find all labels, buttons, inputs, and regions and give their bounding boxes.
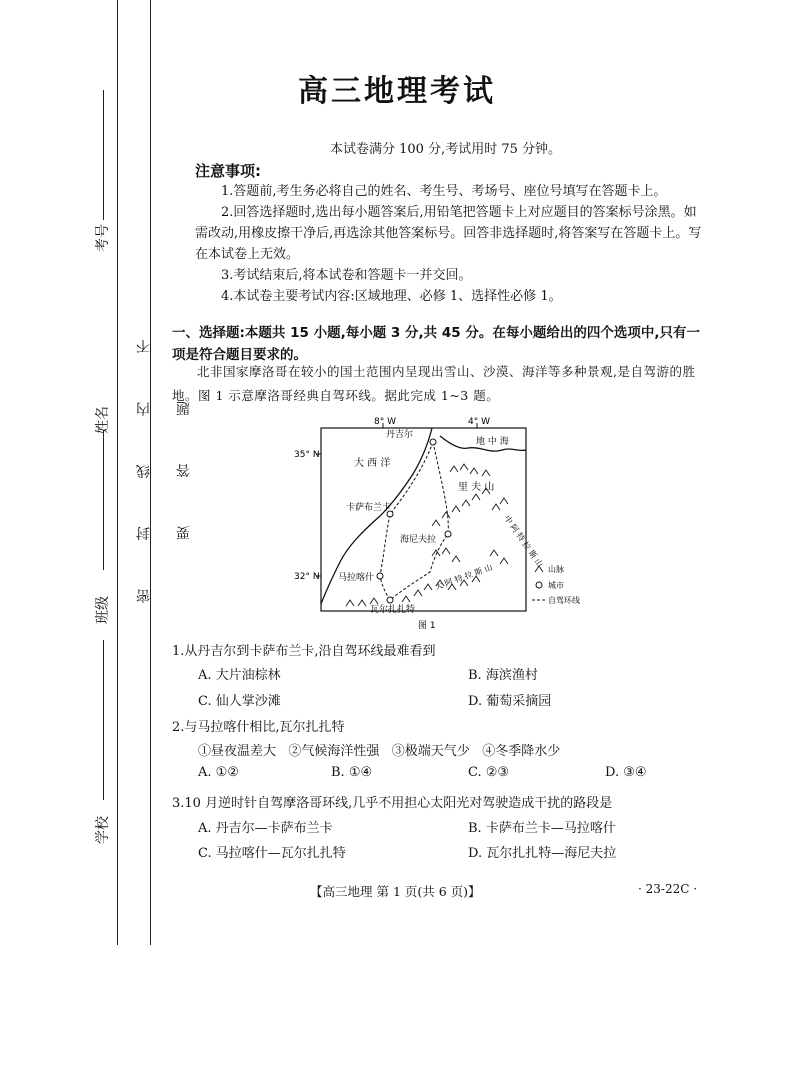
notice-item-4: 4.本试卷主要考试内容:区域地理、必修 1、选择性必修 1。 [221, 289, 562, 304]
label-tangier: 丹吉尔 [386, 430, 414, 440]
name-label: 姓名 [95, 406, 111, 434]
q3-option-c[interactable]: C. 马拉喀什—瓦尔扎扎特 [198, 846, 346, 861]
city-marrakech [377, 573, 383, 579]
map-caption: 图 1 [418, 621, 436, 631]
q2-option-c[interactable]: C. ②③ [468, 765, 510, 780]
legend-route: 自驾环线 [548, 596, 580, 605]
margin-line-outer [117, 0, 118, 945]
q3-stem: 3.10 月逆时针自驾摩洛哥环线,几乎不用担心太阳光对驾驶造成干扰的路段是 [172, 796, 613, 811]
legend-city: 城市 [548, 581, 564, 590]
notice-item-3: 3.考试结束后,将本试卷和答题卡一并交回。 [221, 268, 472, 283]
morocco-route-map [290, 414, 610, 634]
page-footer: 【高三地理 第 1 页(共 6 页)】 [310, 884, 481, 899]
q3-option-d[interactable]: D. 瓦尔扎扎特—海尼夫拉 [468, 846, 617, 861]
notice-item-1: 1.答题前,考生务必将自己的姓名、考生号、考场号、座位号填写在答题卡上。 [221, 184, 667, 199]
q2-option-b[interactable]: B. ①④ [331, 765, 373, 780]
label-marrakech: 马拉喀什 [338, 573, 375, 583]
q1-option-a[interactable]: A. 大片油棕林 [198, 668, 281, 683]
lon-label-4w: 4° W [468, 417, 490, 427]
school-label: 学校 [95, 816, 111, 844]
map-frame [321, 428, 526, 611]
lat-label-32n: 32° N [294, 572, 320, 582]
city-ouarzazate [387, 597, 393, 603]
city-khenifra [445, 531, 451, 537]
section-heading: 一、选择题:本题共 15 小题,每小题 3 分,共 45 分。在每小题给出的四个选项中,只有一项是符合题目要求的。 [172, 325, 700, 363]
city-tangier [430, 439, 436, 445]
label-middle-atlas: 中 阿 特 拉 斯 山 [502, 513, 545, 569]
label-mediterranean: 地 中 海 [476, 437, 509, 447]
q3-option-b[interactable]: B. 卡萨布兰卡—马拉喀什 [468, 821, 616, 836]
exam-no-label: 考号 [95, 224, 111, 252]
q3-option-a[interactable]: A. 丹吉尔—卡萨布兰卡 [198, 821, 333, 836]
seal-line-text: 密 封 线 内 不 要 答 题 [136, 317, 192, 603]
page-title: 高三地理考试 [298, 74, 496, 109]
label-khenifra: 海尼夫拉 [400, 535, 437, 545]
legend-mountain: 山脉 [548, 565, 564, 574]
label-casablanca: 卡萨布兰卡 [346, 503, 392, 513]
exam-subtitle: 本试卷满分 100 分,考试用时 75 分钟。 [330, 142, 562, 157]
label-atlantic: 大 西 洋 [354, 458, 391, 469]
class-underline [103, 640, 104, 800]
label-rif: 里 夫 山 [458, 482, 495, 493]
q2-stem: 2.与马拉喀什相比,瓦尔扎扎特 [172, 720, 345, 735]
notice-heading: 注意事项: [195, 162, 261, 180]
q1-option-b[interactable]: B. 海滨渔村 [468, 668, 538, 683]
q1-stem: 1.从丹吉尔到卡萨布兰卡,沿自驾环线最难看到 [172, 644, 436, 659]
name-underline-2 [103, 430, 104, 570]
q1-option-d[interactable]: D. 葡萄采摘园 [468, 694, 552, 709]
q1-option-c[interactable]: C. 仙人掌沙滩 [198, 694, 281, 709]
notice-item-2: 2.回答选择题时,选出每小题答案后,用铅笔把答题卡上对应题目的答案标号涂黑。如需改动,用橡皮擦干净后,再选涂其他答案标号。回答非选择题时,将答案写在答题卡上。写在本试卷上无效。 [195, 205, 702, 262]
lat-label-35n: 35° N [294, 450, 320, 460]
label-high-atlas: 大 阿 特 拉 斯 山 [433, 562, 494, 592]
q2-option-a[interactable]: A. ①② [198, 765, 239, 780]
legend-city-icon [536, 582, 542, 588]
exam-code: · 23-22C · [638, 882, 698, 896]
passage: 北非国家摩洛哥在较小的国土范围内呈现出雪山、沙漠、海洋等多种景观,是自驾游的胜地。图 1 示意摩洛哥经典自驾环线。据此完成 1~3 题。 [172, 364, 696, 403]
class-label: 班级 [95, 596, 111, 624]
q2-option-d[interactable]: D. ③④ [605, 765, 647, 780]
label-ouarzazate: 瓦尔扎扎特 [370, 605, 416, 615]
q2-statements: ①昼夜温差大 ②气候海洋性强 ③极端天气少 ④冬季降水少 [198, 744, 561, 759]
lon-label-8w: 8° W [374, 417, 396, 427]
